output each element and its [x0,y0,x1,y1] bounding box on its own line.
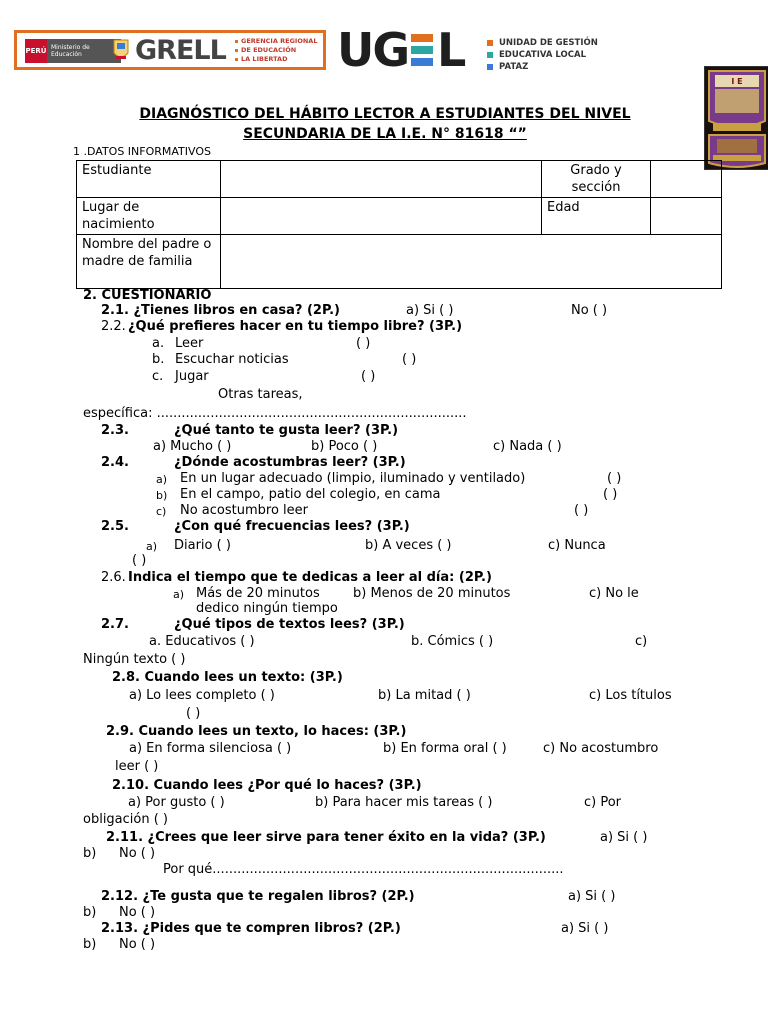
edad-label: Edad [542,198,651,235]
ugel-subtitle [487,37,598,73]
q7-option-c-cont[interactable]: Ningún texto ( ) [83,652,186,667]
lugar-field[interactable] [221,198,542,235]
q4-c-checkbox[interactable]: ( ) [574,503,589,518]
q3-label: ¿Qué tanto te gusta leer? (3P.) [174,423,399,438]
ugel-sub-line: UNIDAD DE GESTIÓN [499,38,598,48]
ministry-label: Ministerio de Educación [47,39,121,63]
q9-option-a[interactable]: a) En forma silenciosa ( ) [129,741,292,756]
ugel-logo [337,28,487,81]
q13-option-a[interactable]: a) Si ( ) [561,921,609,936]
q6-option-a[interactable]: Más de 20 minutos [196,586,320,601]
edad-field[interactable] [651,198,722,235]
q8-option-a[interactable]: a) Lo lees completo ( ) [129,688,275,703]
q1-label: 2.1. ¿Tienes libros en casa? (2P.) [101,303,340,318]
q4-a-letter: a) [156,473,168,486]
grell-subtitle [235,37,317,64]
q6-option-c[interactable]: c) No le [589,586,639,601]
peru-label: PERÚ [25,39,47,63]
q2-a-text: Leer [175,336,204,351]
estudiante-label: Estudiante [77,161,221,198]
q6-option-b[interactable]: b) Menos de 20 minutos [353,586,511,601]
grell-logo: GRELL [135,35,226,66]
q13-option-b[interactable]: No ( ) [119,937,156,952]
q11-option-a[interactable]: a) Si ( ) [600,830,648,845]
q2-c-text: Jugar [175,369,209,384]
datos-heading: 1 .DATOS INFORMATIVOS [73,145,211,158]
q13-b-letter: b) [83,937,97,952]
q10-option-b[interactable]: b) Para hacer mis tareas ( ) [315,795,493,810]
padre-label: Nombre del padre o madre de familia [77,235,221,289]
svg-text:UG: UG [337,28,409,70]
q5-number: 2.5. [101,519,129,534]
title-line-1: DIAGNÓSTICO DEL HÁBITO LECTOR A ESTUDIANTES DEL NIVEL [139,106,631,122]
q7-option-c[interactable]: c) [635,634,648,649]
q8-label: 2.8. Cuando lees un texto: (3P.) [112,670,343,685]
q2-especifica[interactable]: específica: ........................................................................... [83,406,467,421]
q10-option-c[interactable]: c) Por [584,795,622,810]
q4-b-text: En el campo, patio del colegio, en cama [180,487,441,502]
q7-option-b[interactable]: b. Cómics ( ) [411,634,494,649]
q5-a-letter: a) [146,540,158,553]
q11-porque[interactable]: Por qué..................................................................................... [163,862,564,877]
q2-b-text: Escuchar noticias [175,352,289,367]
q4-c-letter: c) [156,505,167,518]
q6-a-letter: a) [173,588,185,601]
q13-label: 2.13. ¿Pides que te compren libros? (2P.) [101,921,401,936]
q4-c-text: No acostumbro leer [180,503,309,518]
q5-option-a[interactable]: Diario ( ) [174,538,231,553]
lugar-label: Lugar de nacimiento [77,198,221,235]
q9-option-c[interactable]: c) No acostumbro [543,741,659,756]
q6-label: Indica el tiempo que te dedicas a leer al día: (2P.) [128,570,492,585]
estudiante-field[interactable] [221,161,542,198]
q10-option-c-cont: obligación ( ) [83,812,169,827]
q2-c-letter: c. [152,369,164,384]
q12-b-letter: b) [83,905,97,920]
svg-text:L: L [437,28,465,70]
q2-a-letter: a. [152,336,165,351]
school-emblem-icon [704,66,768,170]
q6-option-c-cont: dedico ningún tiempo [196,601,338,616]
page-title [80,104,690,144]
q5-option-b[interactable]: b) A veces ( ) [365,538,452,553]
q12-option-a[interactable]: a) Si ( ) [568,889,616,904]
regional-seal-icon [112,37,130,63]
svg-text:I E: I E [731,77,743,86]
q2-label: ¿Qué prefieres hacer en tu tiempo libre? (3P.) [128,319,463,334]
q3-option-b[interactable]: b) Poco ( ) [311,439,378,454]
q12-option-b[interactable]: No ( ) [119,905,156,920]
q4-a-checkbox[interactable]: ( ) [607,471,622,486]
q2-b-checkbox[interactable]: ( ) [402,352,417,367]
q7-number: 2.7. [101,617,129,632]
q5-option-c[interactable]: c) Nunca [548,538,606,553]
q7-label: ¿Qué tipos de textos lees? (3P.) [174,617,405,632]
title-line-2: SECUNDARIA DE LA I.E. N° 81618 “” [243,126,527,142]
q2-otras: Otras tareas, [218,387,303,402]
q11-label: 2.11. ¿Crees que leer sirve para tener éxito en la vida? (3P.) [106,830,546,845]
q3-option-a[interactable]: a) Mucho ( ) [153,439,232,454]
grell-sub-line: LA LIBERTAD [241,55,288,63]
q12-label: 2.12. ¿Te gusta que te regalen libros? (2P.) [101,889,415,904]
q9-label: 2.9. Cuando lees un texto, lo haces: (3P.) [106,724,407,739]
q2-b-letter: b. [152,352,165,367]
q8-option-c[interactable]: c) Los títulos [589,688,672,703]
q8-option-b[interactable]: b) La mitad ( ) [378,688,471,703]
grado-label: Grado y sección [542,161,651,198]
q2-number: 2.2. [101,319,126,334]
q2-a-checkbox[interactable]: ( ) [356,336,371,351]
q2-c-checkbox[interactable]: ( ) [361,369,376,384]
q10-label: 2.10. Cuando lees ¿Por qué lo haces? (3P.) [112,778,422,793]
q11-option-b[interactable]: No ( ) [119,846,156,861]
peru-ministry-logo [25,39,121,63]
student-info-table [76,160,722,289]
grado-field[interactable] [651,161,722,198]
q8-c-checkbox[interactable]: ( ) [186,706,201,721]
q3-number: 2.3. [101,423,129,438]
q4-number: 2.4. [101,455,129,470]
grell-sub-line: GERENCIA REGIONAL [241,37,318,45]
q4-label: ¿Dónde acostumbras leer? (3P.) [174,455,406,470]
q1-option-b[interactable]: No ( ) [571,303,608,318]
ugel-sub-line: EDUCATIVA LOCAL [499,50,586,60]
grell-header-box [14,30,326,70]
padre-field[interactable] [221,235,722,289]
q9-option-b[interactable]: b) En forma oral ( ) [383,741,507,756]
cuestionario-heading: 2. CUESTIONARIO [83,288,212,303]
q4-b-checkbox[interactable]: ( ) [603,487,618,502]
q5-c-checkbox[interactable]: ( ) [132,553,147,568]
q4-b-letter: b) [156,489,168,502]
q4-a-text: En un lugar adecuado (limpio, iluminado y ventilado) [180,471,526,486]
ugel-logo-mark [337,28,487,70]
q5-label: ¿Con qué frecuencias lees? (3P.) [174,519,410,534]
q7-option-a[interactable]: a. Educativos ( ) [149,634,255,649]
q3-option-c[interactable]: c) Nada ( ) [493,439,562,454]
grell-sub-line: DE EDUCACIÓN [241,46,297,54]
q6-number: 2.6. [101,570,126,585]
q1-option-a[interactable]: a) Si ( ) [406,303,454,318]
q9-option-c-cont: leer ( ) [115,759,159,774]
q10-option-a[interactable]: a) Por gusto ( ) [128,795,225,810]
ugel-sub-line: PATAZ [499,62,529,72]
q11-b-letter: b) [83,846,97,861]
